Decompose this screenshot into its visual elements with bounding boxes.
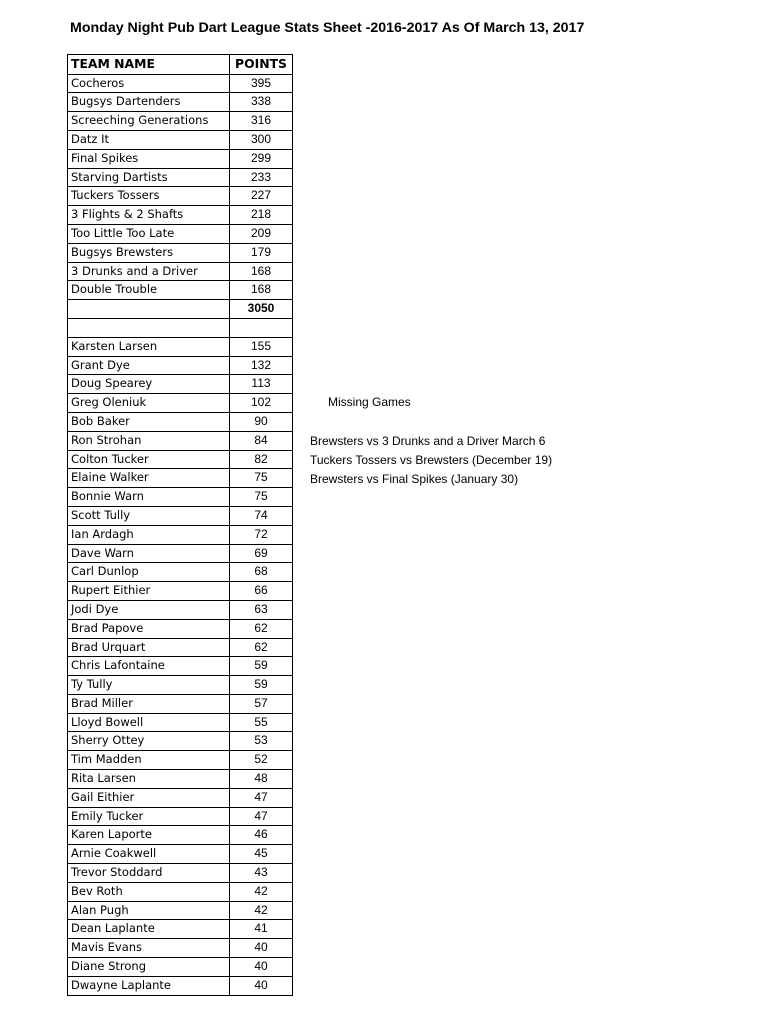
player-row-points: 62 — [230, 620, 293, 638]
player-row — [68, 563, 293, 582]
player-row-points: 68 — [230, 563, 293, 581]
player-row-name: Alan Pugh — [68, 902, 230, 920]
player-row-points: 155 — [230, 338, 293, 356]
team-row-points: 338 — [230, 93, 293, 111]
player-row-points: 43 — [230, 864, 293, 882]
player-row-points: 113 — [230, 375, 293, 393]
team-row-name: Cocheros — [68, 75, 230, 93]
player-row-name: Dave Warn — [68, 545, 230, 563]
team-row-name: 3 Flights & 2 Shafts — [68, 206, 230, 224]
player-row — [68, 338, 293, 357]
player-row — [68, 432, 293, 451]
player-row — [68, 826, 293, 845]
team-rows — [68, 75, 293, 301]
player-row-name: Ian Ardagh — [68, 526, 230, 544]
player-row — [68, 582, 293, 601]
player-row-name: Arnie Coakwell — [68, 845, 230, 863]
team-row-points: 227 — [230, 187, 293, 205]
player-row-name: Jodi Dye — [68, 601, 230, 619]
player-row-name: Mavis Evans — [68, 939, 230, 957]
player-row — [68, 864, 293, 883]
team-row-name: Bugsys Dartenders — [68, 93, 230, 111]
player-row-points: 63 — [230, 601, 293, 619]
player-row-name: Karsten Larsen — [68, 338, 230, 356]
missing-game-item: Brewsters vs 3 Drunks and a Driver March 6 — [310, 434, 546, 448]
player-row — [68, 469, 293, 488]
player-row — [68, 695, 293, 714]
player-row-name: Doug Spearey — [68, 375, 230, 393]
player-row — [68, 545, 293, 564]
team-total-points: 3050 — [230, 300, 293, 318]
team-row-name: Datz It — [68, 131, 230, 149]
player-row — [68, 375, 293, 394]
player-row-name: Greg Oleniuk — [68, 394, 230, 412]
team-row-name: Starving Dartists — [68, 169, 230, 187]
team-row — [68, 131, 293, 150]
player-row — [68, 601, 293, 620]
missing-games-list — [310, 432, 552, 488]
player-row-points: 69 — [230, 545, 293, 563]
player-row-name: Elaine Walker — [68, 469, 230, 487]
player-row-points: 40 — [230, 939, 293, 957]
team-row-points: 299 — [230, 150, 293, 168]
player-row-points: 42 — [230, 883, 293, 901]
team-row — [68, 93, 293, 112]
player-row-name: Bev Roth — [68, 883, 230, 901]
team-row — [68, 112, 293, 131]
team-row — [68, 187, 293, 206]
player-row — [68, 451, 293, 470]
missing-games-heading: Missing Games — [328, 395, 411, 409]
team-row-name: Bugsys Brewsters — [68, 244, 230, 262]
team-row-points: 233 — [230, 169, 293, 187]
player-row-name: Rupert Eithier — [68, 582, 230, 600]
player-row-name: Dean Laplante — [68, 920, 230, 938]
player-row-points: 132 — [230, 357, 293, 375]
player-row-name: Carl Dunlop — [68, 563, 230, 581]
player-row-name: Brad Miller — [68, 695, 230, 713]
player-row-points: 90 — [230, 413, 293, 431]
player-row-points: 48 — [230, 770, 293, 788]
player-row — [68, 977, 293, 996]
player-row — [68, 394, 293, 413]
player-row-name: Emily Tucker — [68, 808, 230, 826]
team-row-points: 179 — [230, 244, 293, 262]
column-header-team-name: TEAM NAME — [68, 55, 230, 74]
player-row-points: 62 — [230, 639, 293, 657]
player-row-name: Brad Papove — [68, 620, 230, 638]
team-row-points: 300 — [230, 131, 293, 149]
stats-table — [67, 54, 293, 996]
player-row — [68, 657, 293, 676]
player-row — [68, 958, 293, 977]
team-row-points: 218 — [230, 206, 293, 224]
team-row-name: Tuckers Tossers — [68, 187, 230, 205]
player-row — [68, 639, 293, 658]
team-row-points: 316 — [230, 112, 293, 130]
team-row-name: Final Spikes — [68, 150, 230, 168]
player-row-points: 40 — [230, 977, 293, 995]
player-row-name: Scott Tully — [68, 507, 230, 525]
team-row — [68, 206, 293, 225]
player-row-name: Rita Larsen — [68, 770, 230, 788]
column-header-points: POINTS — [230, 55, 293, 74]
team-row — [68, 225, 293, 244]
player-row — [68, 413, 293, 432]
player-row — [68, 902, 293, 921]
team-row-points: 209 — [230, 225, 293, 243]
spacer-row — [68, 319, 293, 338]
player-row-name: Trevor Stoddard — [68, 864, 230, 882]
player-row-points: 46 — [230, 826, 293, 844]
player-row-points: 57 — [230, 695, 293, 713]
team-row — [68, 75, 293, 94]
player-row-name: Chris Lafontaine — [68, 657, 230, 675]
player-row-points: 52 — [230, 751, 293, 769]
player-row-points: 40 — [230, 958, 293, 976]
player-row-points: 47 — [230, 789, 293, 807]
team-row-name: Double Trouble — [68, 281, 230, 299]
player-row — [68, 751, 293, 770]
team-row-points: 168 — [230, 281, 293, 299]
team-row — [68, 169, 293, 188]
player-row-points: 42 — [230, 902, 293, 920]
table-header-row — [68, 55, 293, 75]
player-row — [68, 488, 293, 507]
player-row-name: Ron Strohan — [68, 432, 230, 450]
player-row — [68, 507, 293, 526]
player-row — [68, 883, 293, 902]
player-row-name: Diane Strong — [68, 958, 230, 976]
player-row — [68, 789, 293, 808]
team-row — [68, 263, 293, 282]
player-row — [68, 920, 293, 939]
player-row-name: Karen Laporte — [68, 826, 230, 844]
player-row-points: 72 — [230, 526, 293, 544]
player-row — [68, 770, 293, 789]
player-row-name: Ty Tully — [68, 676, 230, 694]
player-row-points: 45 — [230, 845, 293, 863]
player-row-name: Brad Urquart — [68, 639, 230, 657]
team-total-row — [68, 300, 293, 319]
page-title: Monday Night Pub Dart League Stats Sheet -2016-2017 As Of March 13, 2017 — [70, 20, 585, 36]
player-row-points: 53 — [230, 732, 293, 750]
player-rows — [68, 338, 293, 996]
player-row — [68, 526, 293, 545]
missing-game-item: Brewsters vs Final Spikes (January 30) — [310, 471, 519, 486]
team-row-name: Screeching Generations — [68, 112, 230, 130]
team-row-points: 395 — [230, 75, 293, 93]
player-row-name: Gail Eithier — [68, 789, 230, 807]
player-row-points: 84 — [230, 432, 293, 450]
player-row — [68, 808, 293, 827]
missing-game-item: Tuckers Tossers vs Brewsters (December 19) — [310, 452, 553, 467]
player-row — [68, 676, 293, 695]
player-row — [68, 732, 293, 751]
player-row-points: 74 — [230, 507, 293, 525]
player-row-name: Bob Baker — [68, 413, 230, 431]
player-row-name: Dwayne Laplante — [68, 977, 230, 995]
team-row — [68, 150, 293, 169]
player-row-points: 66 — [230, 582, 293, 600]
player-row — [68, 620, 293, 639]
player-row — [68, 845, 293, 864]
player-row-points: 55 — [230, 714, 293, 732]
player-row-points: 47 — [230, 808, 293, 826]
player-row — [68, 939, 293, 958]
player-row-name: Lloyd Bowell — [68, 714, 230, 732]
player-row-points: 82 — [230, 451, 293, 469]
player-row — [68, 357, 293, 376]
player-row-name: Grant Dye — [68, 357, 230, 375]
team-row-name: Too Little Too Late — [68, 225, 230, 243]
team-row — [68, 244, 293, 263]
team-total-label — [68, 300, 230, 318]
player-row — [68, 714, 293, 733]
spacer-cell-name — [68, 319, 230, 337]
player-row-name: Sherry Ottey — [68, 732, 230, 750]
player-row-points: 102 — [230, 394, 293, 412]
player-row-name: Bonnie Warn — [68, 488, 230, 506]
team-row — [68, 281, 293, 300]
player-row-name: Tim Madden — [68, 751, 230, 769]
spacer-cell-points — [230, 319, 293, 337]
player-row-points: 41 — [230, 920, 293, 938]
player-row-points: 75 — [230, 488, 293, 506]
player-row-points: 59 — [230, 676, 293, 694]
player-row-name: Colton Tucker — [68, 451, 230, 469]
player-row-points: 75 — [230, 469, 293, 487]
team-row-points: 168 — [230, 263, 293, 281]
team-row-name: 3 Drunks and a Driver — [68, 263, 230, 281]
player-row-points: 59 — [230, 657, 293, 675]
